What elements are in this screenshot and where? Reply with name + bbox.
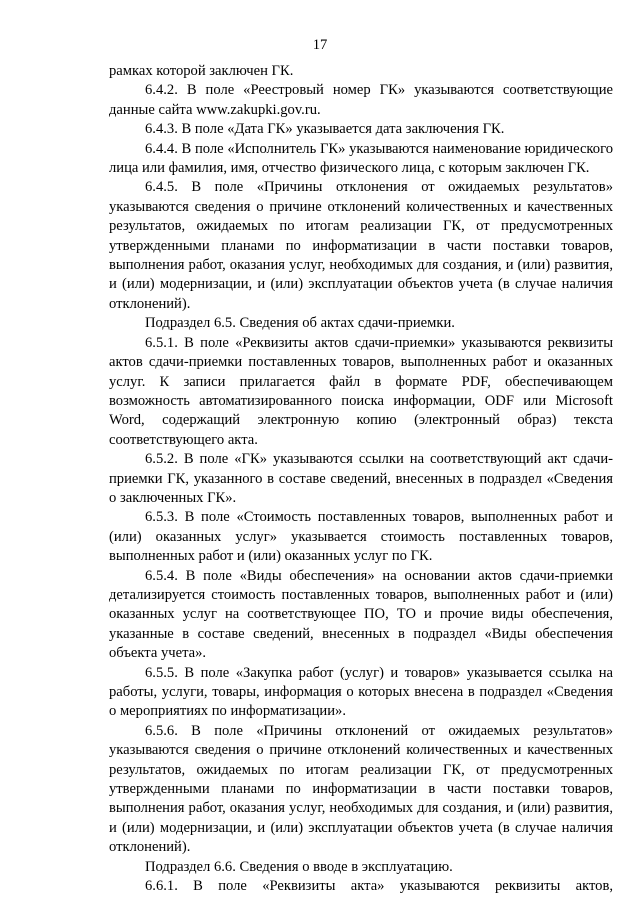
paragraph: 6.5.1. В поле «Реквизиты актов сдачи-приемки» указываются реквизиты актов сдачи-приемки поставленных товаров, выполненных работ и оказанных услуг. К записи прилагается файл в формате PDF, обеспечивающем возможность автоматизированного поиска информации, ODF или Microsoft Word, содержащий электронную копию (электронный образ) текста соответствующего акта. bbox=[109, 334, 613, 448]
paragraph: 6.6.1. В поле «Реквизиты акта» указываются реквизиты актов, bbox=[145, 878, 613, 895]
subsection-heading: Подраздел 6.5. Сведения об актах сдачи-приемки. bbox=[145, 315, 455, 332]
paragraph: рамках которой заключен ГК. bbox=[109, 63, 294, 79]
paragraph: 6.4.3. В поле «Дата ГК» указывается дата заключения ГК. bbox=[145, 121, 505, 138]
paragraph: 6.5.2. В поле «ГК» указываются ссылки на соответствующий акт сдачи-приемки ГК, указанного в составе сведений, внесенных в подраздел «Сведения о заключенных ГК». bbox=[109, 451, 613, 506]
paragraph: 6.5.5. В поле «Закупка работ (услуг) и товаров» указывается ссылка на работы, услуги, товары, информация о которых внесена в подраздел «Сведения о мероприятиях по информатизации». bbox=[109, 664, 613, 720]
subsection-heading: Подраздел 6.6. Сведения о вводе в эксплуатацию. bbox=[145, 858, 453, 875]
paragraph: 6.4.5. В поле «Причины отклонения от ожидаемых результатов» указываются сведения о причине отклонений количественных и качественных результатов, ожидаемых по итогам реализации ГК, от предусмотренных утвержденными планами по информатизации в части поставки товаров, выполнения работ, оказания услуг, необходимых для создания, и (или) развития, и (или) модернизации, и (или) эксплуатации объектов учета (в случае наличия отклонений). bbox=[109, 179, 613, 312]
paragraph: 6.5.4. В поле «Виды обеспечения» на основании актов сдачи-приемки детализируется стоимость поставленных товаров, выполненных работ и (или) оказанных услуг на соответствующее ПО, ТО и прочие виды обеспечения, указанные в составе сведений, внесенных в подраздел «Виды обеспечения объекта учета». bbox=[109, 567, 613, 662]
paragraph: 6.5.6. В поле «Причины отклонений от ожидаемых результатов» указываются сведения о причине отклонений количественных и качественных результатов, ожидаемых по итогам реализации ГК, от предусмотренных утвержденными планами по информатизации в части поставки товаров, выполнения работ, оказания услуг, необходимых для создания, и (или) развития, и (или) модернизации, и (или) эксплуатации объектов учета (в случае наличия отклонений). bbox=[109, 722, 613, 856]
paragraph: 6.4.4. В поле «Исполнитель ГК» указываются наименование юридического лица или фамилия, имя, отчество физического лица, с которым заключен ГК. bbox=[109, 140, 613, 177]
body-text bbox=[109, 62, 613, 896]
page-number: 17 bbox=[312, 37, 328, 53]
paragraph: 6.5.3. В поле «Стоимость поставленных товаров, выполненных работ и (или) оказанных услуг» указывается стоимость поставленных товаров, выполненных работ и (или) оказанных услуг по ГК. bbox=[109, 509, 613, 565]
paragraph: 6.4.2. В поле «Реестровый номер ГК» указываются соответствующие данные сайта www.zakupki.gov.ru. bbox=[109, 82, 613, 118]
